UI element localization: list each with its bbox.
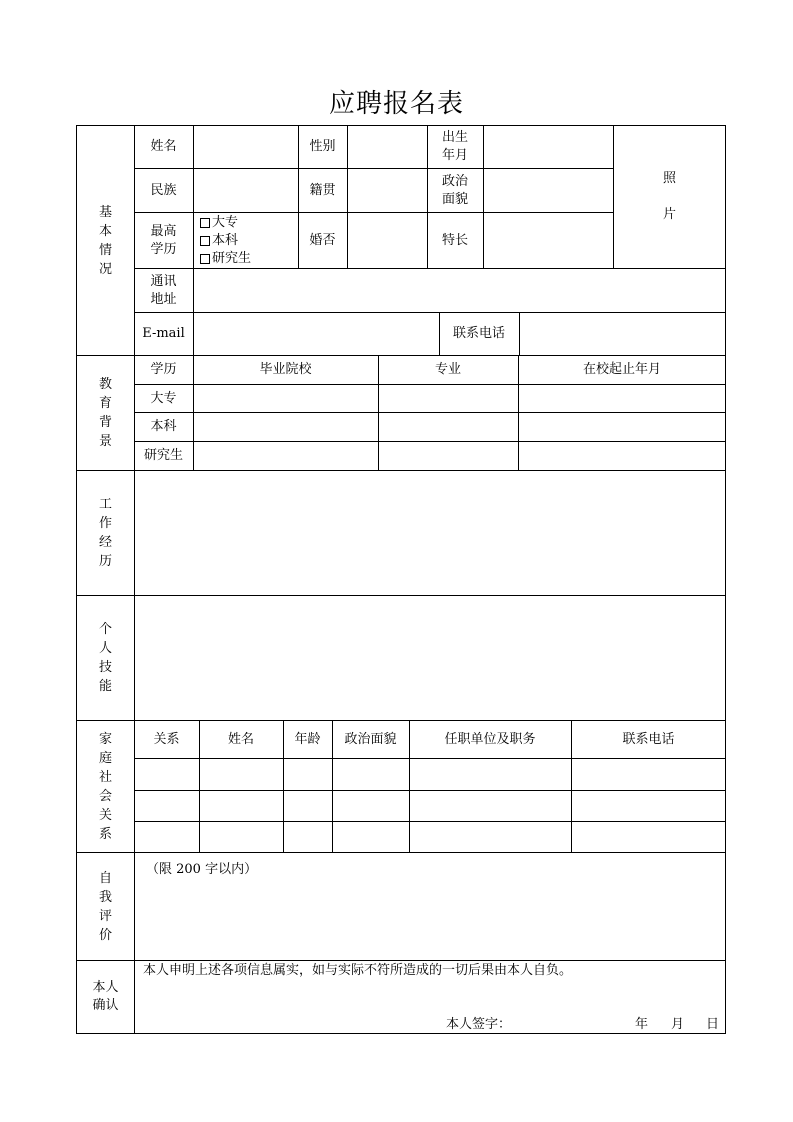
section-label-self-eval: 自我评价 xyxy=(98,870,112,943)
edu-header-school: 毕业院校 xyxy=(259,362,312,377)
gender-field[interactable] xyxy=(348,126,427,168)
label-email: E-mail xyxy=(142,326,185,341)
edu-header-degree: 学历 xyxy=(150,362,177,377)
birth-field[interactable] xyxy=(484,126,613,168)
family-row[interactable] xyxy=(135,791,725,821)
section-label-family: 家庭社会关系 xyxy=(98,731,112,842)
edu-header-major: 专业 xyxy=(434,362,461,377)
label-political: 政治 面貌 xyxy=(441,173,468,207)
specialty-field[interactable] xyxy=(484,213,613,268)
family-header-relation: 关系 xyxy=(153,731,180,747)
section-divider xyxy=(76,960,726,961)
political-field[interactable] xyxy=(484,169,613,212)
self-eval-note: （限 200 字以内） xyxy=(146,862,258,877)
family-row[interactable] xyxy=(135,822,725,852)
family-header-employer: 任职单位及职务 xyxy=(444,731,536,747)
label-marital: 婚否 xyxy=(309,232,336,248)
marital-field[interactable] xyxy=(348,213,427,268)
section-label-basic: 基本情况 xyxy=(98,204,112,277)
edu-cell[interactable] xyxy=(194,413,378,441)
section-label-confirm: 本人 确认 xyxy=(92,980,119,1013)
edu-option-junior-college[interactable]: 大专 xyxy=(200,214,251,232)
edu-cell[interactable] xyxy=(379,442,518,470)
label-phone: 联系电话 xyxy=(452,326,505,341)
edu-row-label: 研究生 xyxy=(143,448,183,463)
edu-cell[interactable] xyxy=(519,385,725,412)
email-field[interactable] xyxy=(194,313,439,355)
edu-cell[interactable] xyxy=(194,442,378,470)
phone-field[interactable] xyxy=(520,313,725,355)
label-address: 通讯 地址 xyxy=(150,273,177,307)
date-month-label: 月 xyxy=(671,1017,685,1032)
self-eval-field[interactable] xyxy=(135,880,725,960)
section-label-education: 教育背景 xyxy=(98,377,112,449)
family-row[interactable] xyxy=(135,759,725,790)
label-highest-edu: 最高 学历 xyxy=(150,223,177,257)
label-specialty: 特长 xyxy=(441,232,468,248)
edu-cell[interactable] xyxy=(194,385,378,412)
edu-cell[interactable] xyxy=(379,385,518,412)
checkbox-icon[interactable] xyxy=(200,218,210,228)
native-place-field[interactable] xyxy=(348,169,427,212)
address-field[interactable] xyxy=(194,269,725,312)
edu-row-label: 本科 xyxy=(150,419,177,434)
edu-header-period: 在校起止年月 xyxy=(582,362,661,377)
family-header-phone: 联系电话 xyxy=(622,731,675,747)
date-year-label: 年 xyxy=(635,1017,649,1032)
label-name: 姓名 xyxy=(150,139,177,154)
label-gender: 性别 xyxy=(309,139,336,154)
family-header-name: 姓名 xyxy=(227,731,254,747)
signature-label: 本人签字： xyxy=(446,1017,512,1032)
page-title: 应聘报名表 xyxy=(328,89,464,119)
checkbox-icon[interactable] xyxy=(200,254,210,264)
label-native-place: 籍贯 xyxy=(309,182,336,198)
confirm-statement: 本人申明上述各项信息属实，如与实际不符所造成的一切后果由本人自负。 xyxy=(143,963,573,978)
work-experience-field[interactable] xyxy=(135,471,725,595)
section-divider xyxy=(76,852,726,853)
edu-option-graduate[interactable]: 研究生 xyxy=(200,250,251,268)
edu-row-label: 大专 xyxy=(150,390,177,406)
signature-field[interactable] xyxy=(515,1014,625,1034)
date-day-label: 日 xyxy=(706,1017,720,1032)
section-label-skills: 个人技能 xyxy=(98,622,112,694)
skills-field[interactable] xyxy=(135,596,725,720)
label-birth: 出生 年月 xyxy=(441,130,468,163)
ethnicity-field[interactable] xyxy=(194,169,298,212)
edu-option-bachelor[interactable]: 本科 xyxy=(200,232,251,250)
section-label-work: 工作经历 xyxy=(98,497,112,569)
name-field[interactable] xyxy=(194,126,298,168)
family-header-age: 年龄 xyxy=(294,731,321,747)
edu-cell[interactable] xyxy=(379,413,518,441)
photo-placeholder[interactable]: 照 片 xyxy=(662,171,676,222)
label-ethnicity: 民族 xyxy=(150,182,177,198)
checkbox-icon[interactable] xyxy=(200,236,210,246)
family-header-political: 政治面貌 xyxy=(344,731,397,747)
edu-cell[interactable] xyxy=(519,442,725,470)
edu-cell[interactable] xyxy=(519,413,725,441)
edu-checkbox-group xyxy=(200,214,251,268)
